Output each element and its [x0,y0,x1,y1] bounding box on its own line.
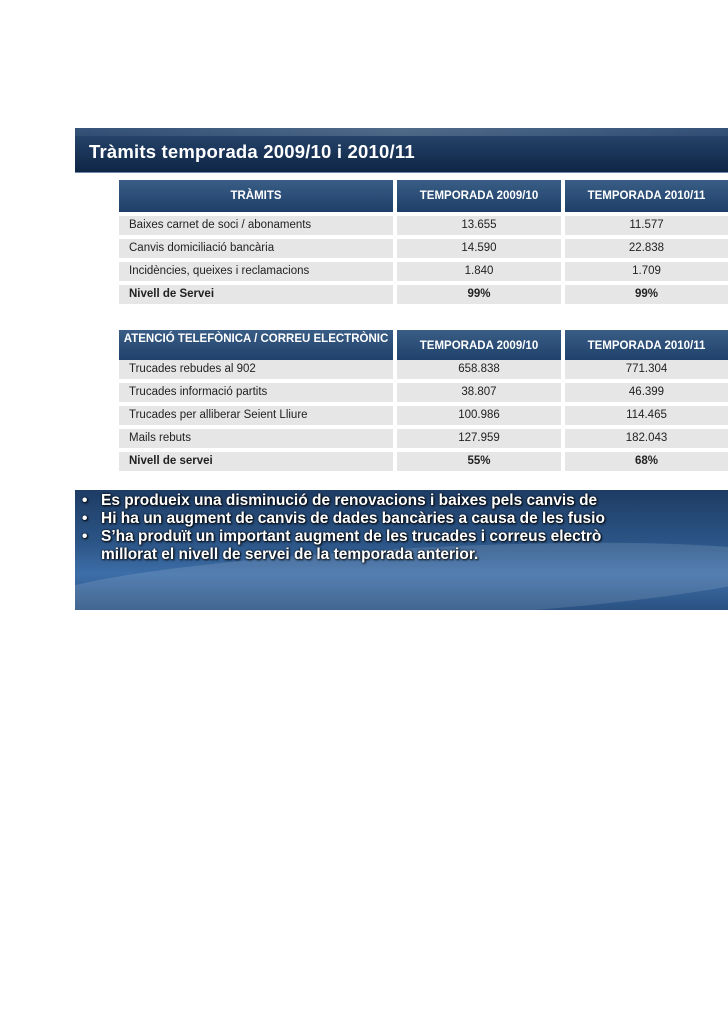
value-2009-10: 658.838 [397,360,561,379]
table-row-total [119,452,728,471]
column-header: TEMPORADA 2010/11 [565,180,728,212]
table-header-row [119,330,728,362]
table-row-total [119,285,728,304]
row-label: Mails rebuts [119,429,393,448]
value-2010-11: 1.709 [565,262,728,281]
bullet-text: millorat el nivell de servei de la temporada anterior. [101,546,479,563]
column-header: ATENCIÓ TELEFÒNICA / CORREU ELECTRÒNIC [119,330,393,362]
value-2009-10: 13.655 [397,216,561,235]
slide-title: Tràmits temporada 2009/10 i 2010/11 [89,141,415,162]
table-row [119,429,728,448]
table-row [119,216,728,235]
bullet-list [80,492,728,564]
bullet-marker: • [82,510,88,527]
row-label: Baixes carnet de soci / abonaments [119,216,393,235]
value-2009-10: 14.590 [397,239,561,258]
row-label: Incidències, queixes i reclamacions [119,262,393,281]
column-header: TEMPORADA 2010/11 [565,330,728,362]
table-row [119,406,728,425]
table-row [119,239,728,258]
bullet-text: Hi ha un augment de canvis de dades bancàries a causa de les fusio [101,510,605,527]
value-2010-11: 99% [565,285,728,304]
bullet-text: Es produeix una disminució de renovacions i baixes pels canvis de [101,492,598,509]
table-header-row [119,180,728,212]
row-label: Trucades rebudes al 902 [119,360,393,379]
value-2010-11: 68% [565,452,728,471]
bullet-item [80,528,728,546]
column-header: TEMPORADA 2009/10 [397,180,561,212]
column-header: TEMPORADA 2009/10 [397,330,561,362]
value-2009-10: 1.840 [397,262,561,281]
value-2010-11: 114.465 [565,406,728,425]
value-2010-11: 182.043 [565,429,728,448]
row-label: Nivell de Servei [119,285,393,304]
column-header: TRÀMITS [119,180,393,212]
bullet-item [80,510,728,528]
bullet-item [80,492,728,510]
value-2010-11: 46.399 [565,383,728,402]
row-label: Trucades per alliberar Seient Lliure [119,406,393,425]
value-2009-10: 99% [397,285,561,304]
value-2009-10: 127.959 [397,429,561,448]
value-2010-11: 22.838 [565,239,728,258]
value-2009-10: 38.807 [397,383,561,402]
row-label: Nivell de servei [119,452,393,471]
bullet-continuation [80,546,728,564]
value-2010-11: 771.304 [565,360,728,379]
title-bar-highlight [75,128,728,136]
value-2009-10: 55% [397,452,561,471]
row-label: Canvis domiciliació bancària [119,239,393,258]
value-2009-10: 100.986 [397,406,561,425]
table-row [119,360,728,379]
table-row [119,383,728,402]
value-2010-11: 11.577 [565,216,728,235]
bullet-marker: • [82,492,88,509]
table-row [119,262,728,281]
bullet-text: S’ha produït un important augment de les trucades i correus electrò [101,528,602,545]
row-label: Trucades informació partits [119,383,393,402]
bullet-marker: • [82,528,88,545]
